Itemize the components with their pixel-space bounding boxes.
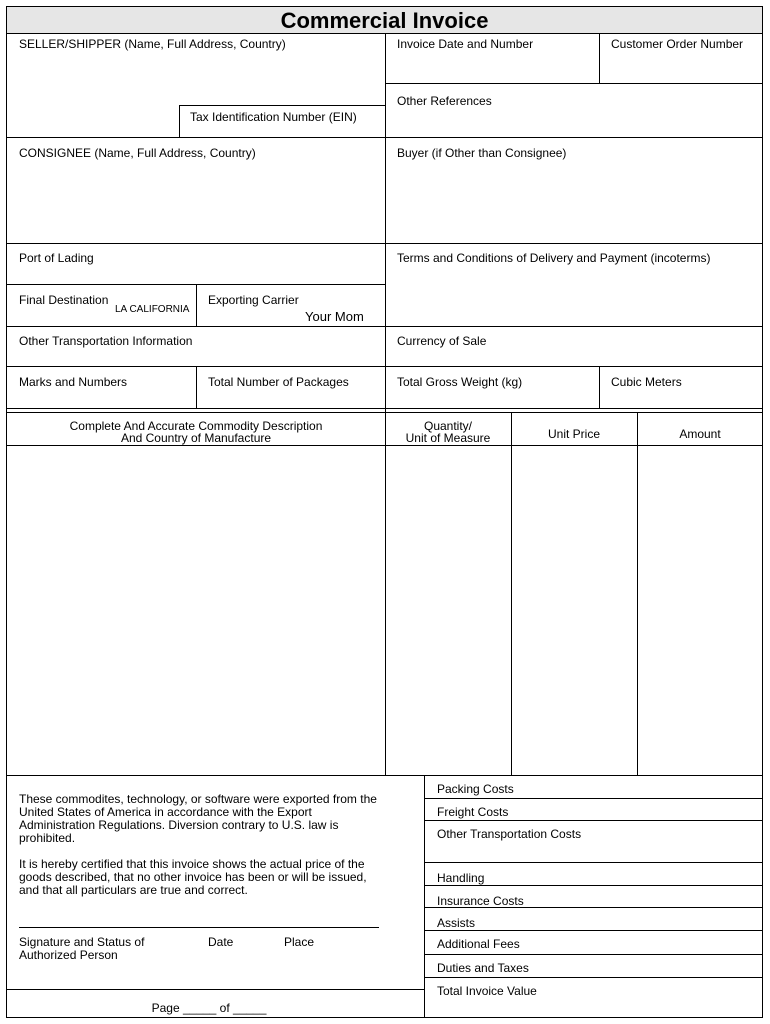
divider — [7, 366, 763, 367]
export-notice: These commodites, technology, or software were exported from the United States of America in accordance with the Export Administration Regulations. Diversion contrary to U.S. law is prohibited. — [19, 792, 377, 845]
gross-weight-label: Total Gross Weight (kg) — [397, 375, 523, 389]
divider — [599, 366, 600, 408]
divider — [424, 798, 763, 799]
qty-header-line1: Quantity/ — [423, 419, 473, 433]
divider — [424, 862, 763, 863]
other-references-field[interactable] — [386, 109, 762, 137]
desc-header-line2: And Country of Manufacture — [120, 431, 272, 445]
unit-price-header: Unit Price — [547, 427, 600, 441]
divider — [424, 977, 763, 978]
currency-label: Currency of Sale — [397, 334, 487, 348]
cost-label-other-transportation-costs: Other Transportation Costs — [437, 827, 582, 841]
port-of-lading-label: Port of Lading — [19, 251, 94, 265]
seller-label: SELLER/SHIPPER (Name, Full Address, Country) — [19, 37, 286, 51]
seller-field[interactable] — [7, 51, 385, 105]
buyer-label: Buyer (if Other than Consignee) — [397, 146, 567, 160]
certification-text: It is hereby certified that this invoice shows the actual price of the goods described, that no other invoice has been or will be issued, and that all particulars are true and correct. — [19, 857, 367, 897]
other-transport-label: Other Transportation Information — [19, 334, 193, 348]
buyer-field[interactable] — [386, 162, 762, 242]
cost-label-handling: Handling — [437, 871, 485, 885]
tax-id-box[interactable] — [179, 105, 386, 138]
cost-label-additional-fees: Additional Fees — [437, 937, 520, 951]
cost-label-total-invoice-value: Total Invoice Value — [437, 984, 537, 998]
divider — [196, 366, 197, 408]
page-number: Page _____ of _____ — [151, 1001, 267, 1015]
cost-label-duties-and-taxes: Duties and Taxes — [437, 961, 529, 975]
divider — [7, 243, 763, 244]
divider — [7, 326, 763, 327]
cost-label-packing-costs: Packing Costs — [437, 782, 514, 796]
terms-field[interactable] — [386, 267, 762, 325]
signature-label: Signature and Status of Authorized Person — [19, 935, 145, 962]
divider — [7, 989, 424, 990]
exporting-carrier-value[interactable]: Your Mom — [305, 309, 364, 324]
quantity-cell[interactable] — [386, 446, 511, 774]
terms-label: Terms and Conditions of Delivery and Payment (incoterms) — [397, 251, 711, 265]
other-references-label: Other References — [397, 94, 492, 108]
divider — [424, 907, 763, 908]
final-destination-label: Final Destination — [19, 293, 109, 307]
cost-label-freight-costs: Freight Costs — [437, 805, 509, 819]
divider — [385, 83, 763, 84]
amount-header: Amount — [679, 427, 721, 441]
divider — [7, 775, 763, 776]
cubic-meters-label: Cubic Meters — [611, 375, 682, 389]
total-packages-label: Total Number of Packages — [208, 375, 349, 389]
page-title: Commercial Invoice — [7, 7, 762, 34]
qty-header-line2: Unit of Measure — [405, 431, 491, 445]
marks-label: Marks and Numbers — [19, 375, 128, 389]
invoice-date-field[interactable] — [386, 51, 598, 83]
desc-header-line1: Complete And Accurate Commodity Description — [69, 419, 323, 433]
amount-cell[interactable] — [638, 446, 763, 774]
cost-label-assists: Assists — [437, 916, 476, 930]
final-destination-value[interactable]: LA CALIFORNIA — [115, 304, 190, 315]
place-label: Place — [284, 935, 315, 949]
unit-price-cell[interactable] — [512, 446, 637, 774]
divider — [7, 408, 763, 409]
divider — [424, 775, 425, 1018]
consignee-field[interactable] — [7, 162, 385, 242]
invoice-form — [6, 6, 763, 1018]
divider — [196, 284, 197, 326]
consignee-label: CONSIGNEE (Name, Full Address, Country) — [19, 146, 256, 160]
description-cell[interactable] — [7, 446, 385, 774]
customer-order-field[interactable] — [600, 51, 762, 83]
divider — [424, 954, 763, 955]
divider — [424, 930, 763, 931]
date-label: Date — [208, 935, 234, 949]
signature-line — [19, 927, 379, 928]
customer-order-label: Customer Order Number — [611, 37, 744, 51]
exporting-carrier-label: Exporting Carrier — [208, 293, 299, 307]
invoice-date-label: Invoice Date and Number — [397, 37, 534, 51]
divider — [7, 137, 763, 138]
cost-label-insurance-costs: Insurance Costs — [437, 894, 524, 908]
divider — [424, 885, 763, 886]
tax-id-label: Tax Identification Number (EIN) — [190, 110, 357, 124]
divider — [424, 820, 763, 821]
